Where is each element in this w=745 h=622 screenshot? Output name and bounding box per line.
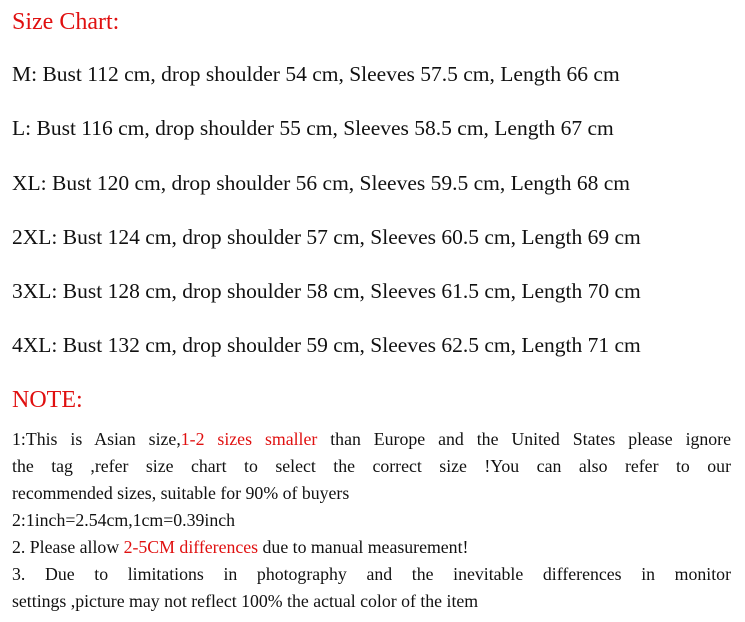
note-3 <box>12 539 468 557</box>
size-row-4xl: 4XL: Bust 132 cm, drop shoulder 59 cm, Sleeves 62.5 cm, Length 71 cm <box>12 333 641 357</box>
note-4-line-2: settings ,picture may not reflect 100% the actual color of the item <box>12 591 479 611</box>
note-3-suffix: due to manual measurement! <box>258 537 469 557</box>
note-1-highlight: 1-2 sizes smaller <box>180 429 318 449</box>
size-row-xl: XL: Bust 120 cm, drop shoulder 56 cm, Sleeves 59.5 cm, Length 68 cm <box>12 171 631 195</box>
size-row-3xl: 3XL: Bust 128 cm, drop shoulder 58 cm, Sleeves 61.5 cm, Length 70 cm <box>12 279 641 303</box>
note-3-prefix: 2. Please allow <box>12 537 124 557</box>
note-title: NOTE: <box>12 387 83 413</box>
note-1-line-2: the tag ,refer size chart to select the correct size !You can also refer to our <box>12 456 731 476</box>
size-row-l: L: Bust 116 cm, drop shoulder 55 cm, Sleeves 58.5 cm, Length 67 cm <box>12 116 614 140</box>
note-1-line-1 <box>12 431 731 449</box>
size-chart-title: Size Chart: <box>12 9 120 35</box>
size-row-m: M: Bust 112 cm, drop shoulder 54 cm, Sleeves 57.5 cm, Length 66 cm <box>12 62 620 86</box>
note-3-highlight: 2-5CM differences <box>123 537 259 557</box>
note-1-line-3: recommended sizes, suitable for 90% of buyers <box>12 483 350 503</box>
note-1-prefix: 1:This is Asian size, <box>12 429 181 449</box>
note-1-suffix: than Europe and the United States please ignore <box>317 429 731 449</box>
note-4-line-1: 3. Due to limitations in photography and the inevitable differences in monitor <box>12 564 731 584</box>
size-row-2xl: 2XL: Bust 124 cm, drop shoulder 57 cm, Sleeves 60.5 cm, Length 69 cm <box>12 225 641 249</box>
note-2: 2:1inch=2.54cm,1cm=0.39inch <box>12 510 236 530</box>
